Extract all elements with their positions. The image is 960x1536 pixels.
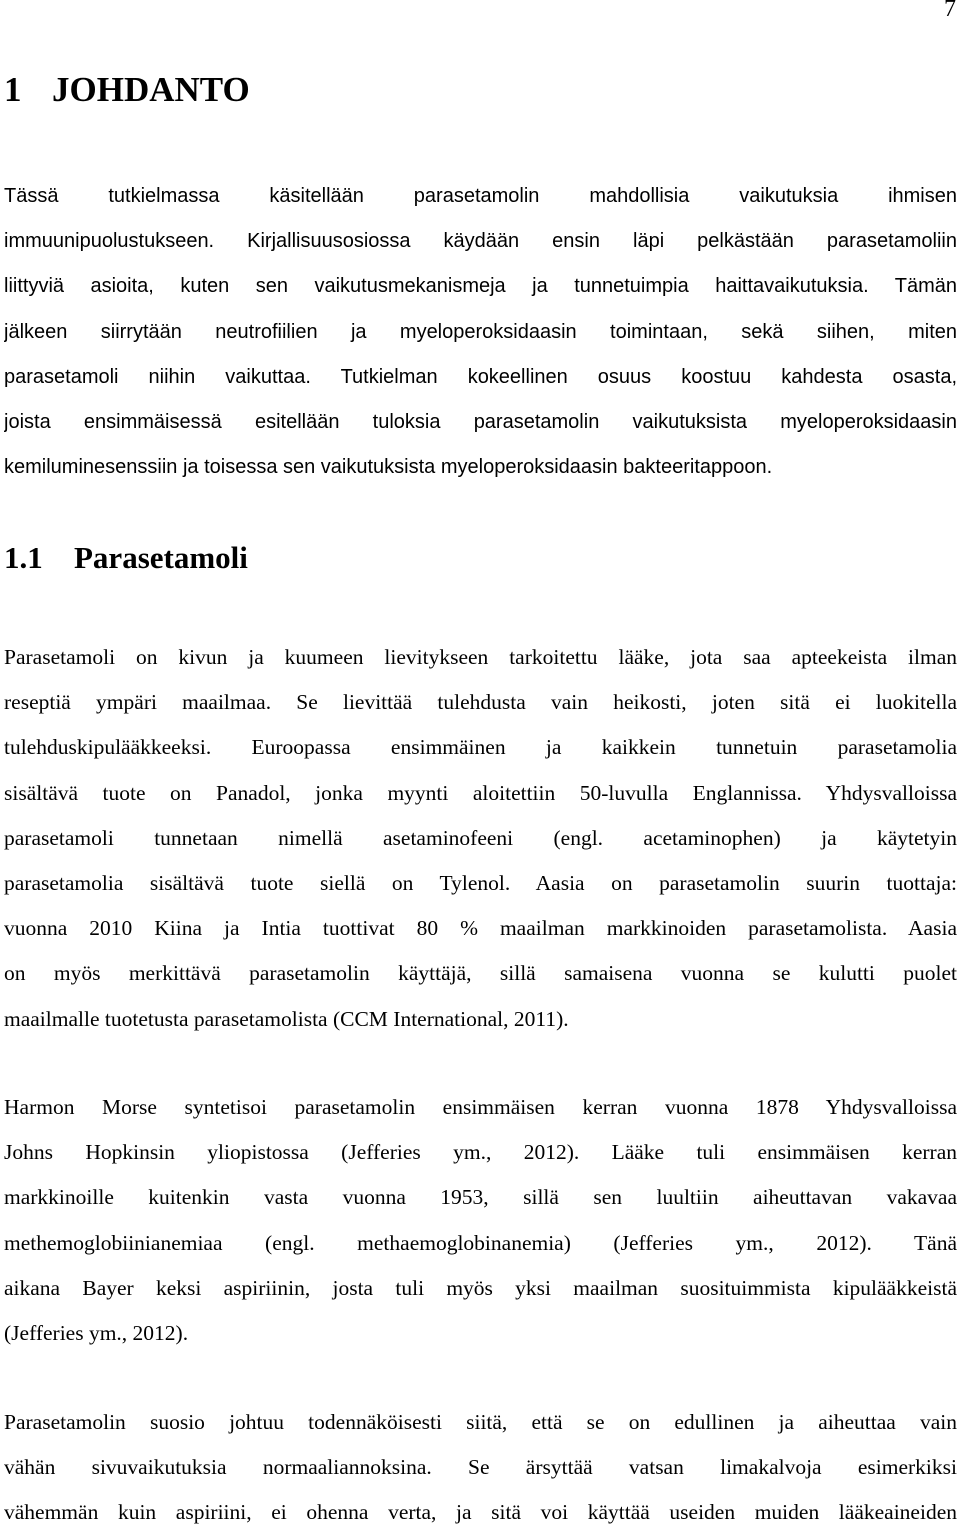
text-line: parasetamolia sisältävä tuote siellä on Tylenol. Aasia on parasetamolin suurin tuottaja:	[4, 870, 957, 895]
paragraph-3	[4, 1400, 957, 1536]
text-line: vuonna 2010 Kiina ja Intia tuottivat 80 % maailman markkinoiden parasetamolista. Aasia	[4, 916, 957, 941]
text-line: reseptiä ympäri maailmaa. Se lievittää tulehdusta vain heikosti, joten sitä ei luokitella	[4, 690, 957, 715]
text-line: (Jefferies ym., 2012).	[4, 1320, 189, 1345]
text-line: parasetamoli tunnetaan nimellä asetaminofeeni (engl. acetaminophen) ja käytetyin	[4, 825, 957, 850]
section-title: Parasetamoli	[74, 540, 248, 575]
text-line: markkinoille kuitenkin vasta vuonna 1953, sillä sen luultiin aiheuttavan vakavaa	[4, 1185, 957, 1210]
chapter-title: JOHDANTO	[52, 70, 250, 109]
text-line: immuunipuolustukseen. Kirjallisuusosiossa käydään ensin läpi pelkästään parasetamoliin	[4, 230, 957, 253]
text-line: Harmon Morse syntetisoi parasetamolin ensimmäisen kerran vuonna 1878 Yhdysvalloissa	[4, 1095, 957, 1119]
text-line: Parasetamoli on kivun ja kuumeen lievitykseen tarkoitettu lääke, jota saa apteekeista ilman	[4, 645, 957, 669]
text-line: vähän sivuvaikutuksia normaaliannoksina. Se ärsyttää vatsan limakalvoja esimerkiksi	[4, 1455, 957, 1480]
text-line: Parasetamolin suosio johtuu todennäköisesti siitä, että se on edullinen ja aiheuttaa vain	[4, 1410, 957, 1434]
chapter-number: 1	[4, 70, 22, 109]
intro-paragraph	[4, 174, 957, 490]
section-heading	[4, 538, 248, 578]
text-line: maailmalle tuotetusta parasetamolista (CCM International, 2011).	[4, 1006, 569, 1031]
text-line: tulehduskipulääkkeeksi. Euroopassa ensimmäinen ja kaikkein tunnetuin parasetamolia	[4, 735, 957, 760]
chapter-heading	[4, 68, 250, 112]
text-line: parasetamoli niihin vaikuttaa. Tutkielman kokeellinen osuus koostuu kahdesta osasta,	[4, 365, 957, 388]
text-line: vähemmän kuin aspiriini, ei ohenna verta, ja sitä voi käyttää useiden muiden lääkeaineiden	[4, 1500, 957, 1525]
page-number: 7	[944, 0, 956, 22]
text-line: sisältävä tuote on Panadol, jonka myynti aloitettiin 50-luvulla Englannissa. Yhdysvalloissa	[4, 780, 957, 805]
text-line: Johns Hopkinsin yliopistossa (Jefferies ym., 2012). Lääke tuli ensimmäisen kerran	[4, 1140, 957, 1165]
paragraph-1	[4, 635, 957, 1042]
text-line: joista ensimmäisessä esitellään tuloksia parasetamolin vaikutuksista myeloperoksidaasin	[4, 410, 957, 433]
text-line: aikana Bayer keksi aspiriinin, josta tuli myös yksi maailman suosituimmista kipulääkkeistä	[4, 1275, 957, 1300]
text-line: jälkeen siirrytään neutrofiilien ja myeloperoksidaasin toimintaan, sekä siihen, miten	[4, 320, 957, 343]
text-line: methemoglobiinianemiaa (engl. methaemoglobinanemia) (Jefferies ym., 2012). Tänä	[4, 1230, 957, 1255]
text-line: liittyviä asioita, kuten sen vaikutusmekanismeja ja tunnetuimpia haittavaikutuksia. Tämän	[4, 275, 957, 298]
section-number: 1.1	[4, 540, 43, 575]
text-line: Tässä tutkielmassa käsitellään parasetamolin mahdollisia vaikutuksia ihmisen	[4, 185, 957, 207]
paragraph-2	[4, 1085, 957, 1356]
text-line: on myös merkittävä parasetamolin käyttäjä, sillä samaisena vuonna se kulutti puolet	[4, 961, 957, 986]
text-line: kemiluminesenssiin ja toisessa sen vaikutuksista myeloperoksidaasin bakteeritappoon.	[4, 456, 773, 479]
